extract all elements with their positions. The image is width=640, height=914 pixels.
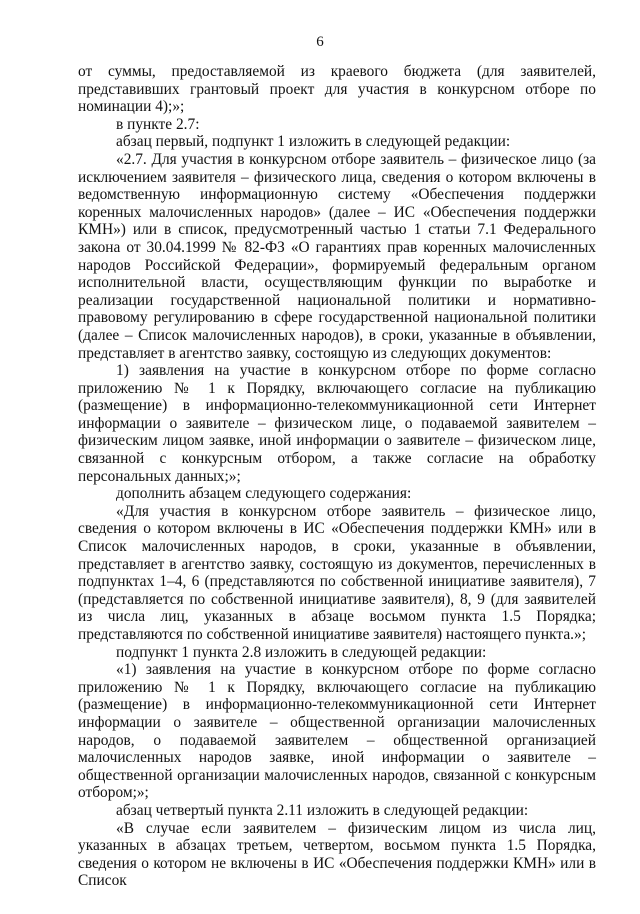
paragraph-subpoint-1-individual: 1) заявления на участие в конкурсном отборе по форме согласно приложению № 1 к Порядку, включающего согласие на публикацию (размещение) в информационно-телекоммуникационной сети Интернет информации о заявителе – физическом лице, о подаваемой заявителем – физическим лицом заявке, иной информации о заявителе – физическом лице, связанной с конкурсным отбором, а также согласие на обработку персональных данных;»;: [78, 362, 596, 485]
paragraph-point-2-7-text: «2.7. Для участия в конкурсном отборе заявитель – физическое лицо (за исключением заявителя – физического лица, сведения о котором включены в ведомственную информационную систему «Обеспечения поддержки коренных малочисленных народов» (далее – ИС «Обеспечения поддержки КМН») или в список, предусмотренный частью 1 статьи 7.1 Федерального закона от 30.04.1999 № 82-ФЗ «О гарантиях прав коренных малочисленных народов Российской Федерации», формируемый федеральным органом исполнительной власти, осуществляющим функции по выработке и реализации государственной национальной политики и нормативно-правовому регулированию в сфере государственной национальной политики (далее – Список малочисленных народов), в сроки, указанные в объявлении, представляет в агентство заявку, состоящую из следующих документов:: [78, 150, 596, 362]
paragraph-amend-instruction-1: абзац первый, подпункт 1 изложить в следующей редакции:: [116, 133, 511, 151]
paragraph-amend-instruction-4: абзац четвертый пункта 2.11 изложить в следующей редакции:: [116, 801, 529, 819]
paragraph-grant-amount: от суммы, предоставляемой из краевого бюджета (для заявителей, представивших грантовый проект для участия в конкурсном отборе по номинации 4);»;: [78, 63, 596, 116]
document-body: [78, 63, 596, 890]
paragraph-new-paragraph-text: «Для участия в конкурсном отборе заявитель – физическое лицо, сведения о котором включены в ИС «Обеспечения поддержки КМН» или в Список малочисленных народов, в сроки, указанные в объявлении, представляет в агентство заявку, состоящую из документов, перечисленных в подпунктах 1–4, 6 (представляются по собственной инициативе заявителя), 7 (представляется по собственной инициативе заявителя), 8, 9 (для заявителей из числа лиц, указанных в абзаце восьмом пункта 1.5 Порядка; представляются по собственной инициативе заявителя) настоящего пункта.»;: [78, 502, 596, 643]
paragraph-amend-instruction-3: подпункт 1 пункта 2.8 изложить в следующей редакции:: [116, 643, 487, 661]
paragraph-point-2-7-heading: в пункте 2.7:: [116, 115, 200, 133]
paragraph-amend-instruction-2: дополнить абзацем следующего содержания:: [116, 485, 412, 503]
page-number: 6: [316, 34, 324, 50]
paragraph-point-2-11-text: «В случае если заявителем – физическим лицом из числа лиц, указанных в абзацах третьем, четвертом, восьмом пункта 1.5 Порядка, сведения о котором не включены в ИС «Обеспечения поддержки КМН» или в Список: [78, 819, 596, 890]
paragraph-subpoint-1-organization: «1) заявления на участие в конкурсном отборе по форме согласно приложению № 1 к Порядку, включающего согласие на публикацию (размещение) в информационно-телекоммуникационной сети Интернет информации о заявителе – общественной организации малочисленных народов, о подаваемой заявителем – общественной организацией малочисленных народов заявке, иной информации о заявителе – общественной организации малочисленных народов, связанной с конкурсным отбором;»;: [78, 661, 596, 802]
